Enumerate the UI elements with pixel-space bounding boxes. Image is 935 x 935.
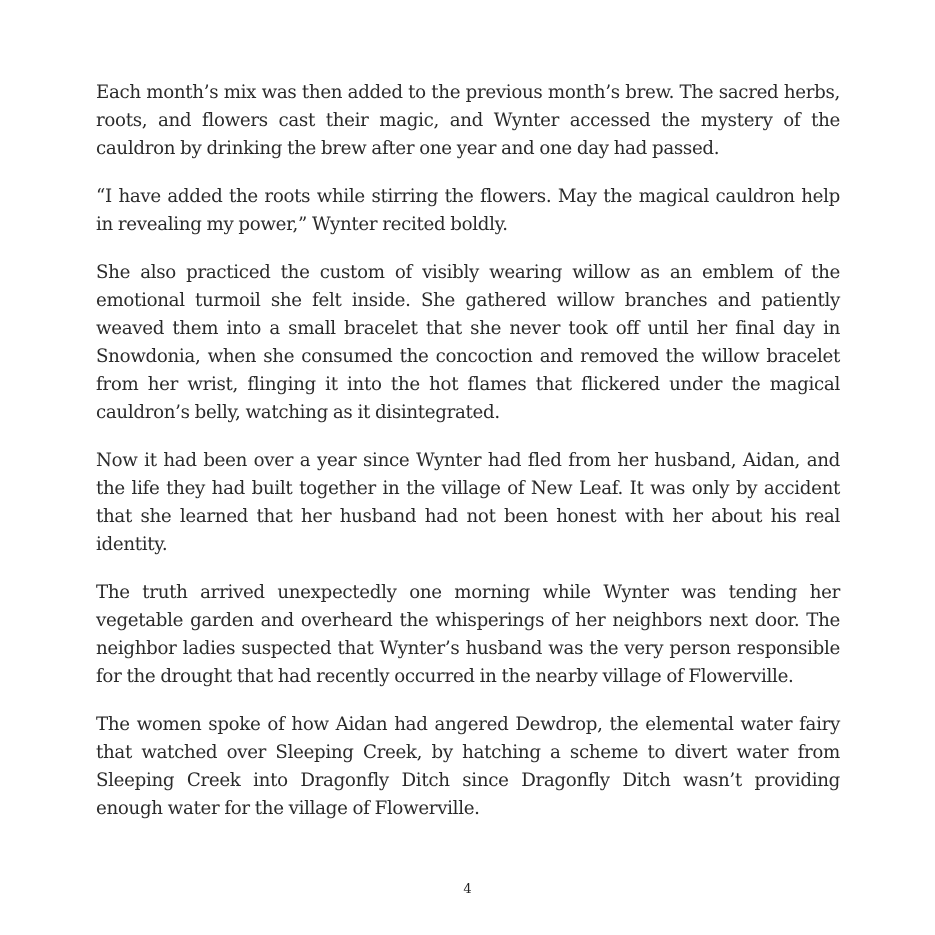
paragraph-1: Each month’s mix was then added to the previous month’s brew. The sacred herbs, roots, and flowers cast their magic, and Wynter accessed the mystery of the cauldron by drinking the brew after one year and one day had passed. (96, 82, 840, 159)
paragraph-5: The truth arrived unexpectedly one morning while Wynter was tending her vegetable garden and overheard the whisperings of her neighbors next door. The neighbor ladies suspected that Wynter’s husband was the very person responsible for the drought that had recently occurred in the nearby village of Flowerville. (96, 582, 840, 687)
paragraph-3: She also practiced the custom of visibly wearing willow as an emblem of the emotional turmoil she felt inside. She gathered willow branches and patiently weaved them into a small bracelet that she never took off until her final day in Snowdonia, when she consumed the concoction and removed the willow bracelet from her wrist, flinging it into the hot flames that flickered under the magical cauldron’s belly, watching as it disintegrated. (96, 262, 840, 423)
paragraph-2: “I have added the roots while stirring the flowers. May the magical cauldron help in revealing my power,” Wynter recited boldly. (96, 186, 840, 235)
paragraph-4: Now it had been over a year since Wynter had fled from her husband, Aidan, and the life they had built together in the village of New Leaf. It was only by accident that she learned that her husband had not been honest with her about his real identity. (96, 450, 840, 555)
paragraph-6: The women spoke of how Aidan had angered Dewdrop, the elemental water fairy that watched over Sleeping Creek, by hatching a scheme to divert water from Sleeping Creek into Dragonfly Ditch since Dragonfly Ditch wasn’t providing enough water for the village of Flowerville. (96, 714, 840, 819)
body-text (96, 79, 840, 843)
page-number: 4 (463, 882, 472, 897)
